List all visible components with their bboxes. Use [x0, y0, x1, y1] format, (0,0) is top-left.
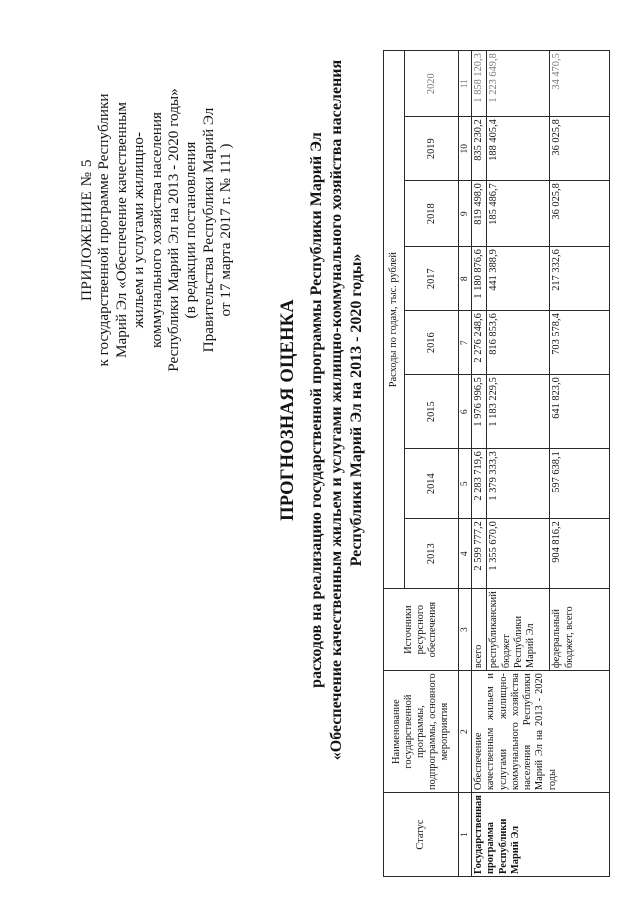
value-cell: 34 470,5	[550, 51, 610, 117]
column-number: 3	[459, 589, 472, 671]
value-cell: 2 283 719,6	[472, 449, 487, 519]
appendix-block	[78, 60, 235, 400]
heading-title: ПРОГНОЗНАЯ ОЦЕНКА	[278, 299, 298, 521]
value-cell: 1 355 670,0	[487, 519, 550, 589]
column-number: 6	[459, 375, 472, 449]
header-expenses-group: Расходы по годам, тыс. рублей	[384, 51, 405, 589]
header-year: 2018	[405, 181, 459, 247]
appendix-line: Правительства Республики Марий Эл	[199, 107, 217, 353]
value-cell: 2 599 777,2	[472, 519, 487, 589]
value-cell: 819 498,0	[472, 181, 487, 247]
column-number: 10	[459, 117, 472, 181]
document-heading	[277, 0, 367, 820]
value-cell: 835 230,2	[472, 117, 487, 181]
value-cell: 641 823,0	[550, 375, 610, 449]
appendix-line: от 17 марта 2017 г. № 111 )	[217, 143, 235, 317]
header-year: 2017	[405, 247, 459, 311]
source-cell: всего	[472, 589, 487, 671]
source-cell: республиканский бюджет Республики Марий Эл	[487, 589, 550, 671]
value-cell: 1 379 333,3	[487, 449, 550, 519]
appendix-line: коммунального хозяйства населения	[147, 112, 165, 348]
value-cell: 1 183 229,5	[487, 375, 550, 449]
heading-subtitle: расходов на реализацию государственной программы Республики Марий Эл	[308, 132, 325, 688]
value-cell: 816 853,6	[487, 311, 550, 375]
status-cell: Государственная программа Республики Марий Эл	[472, 793, 610, 877]
heading-program-name: «Обеспечение качественным жильем и услугами жилищно-коммунального хозяйства населения	[328, 59, 345, 761]
table-row	[472, 51, 487, 877]
value-cell: 597 638,1	[550, 449, 610, 519]
value-cell: 904 816,2	[550, 519, 610, 589]
appendix-line: Марий Эл «Обеспечение качественным	[112, 102, 130, 359]
header-year: 2015	[405, 375, 459, 449]
program-name-cell: Обеспечение качественным жильем и услугами жилищно-коммунального хозяйства населения Республики Марий Эл на 2013 - 2020 годы	[472, 671, 610, 793]
column-number: 8	[459, 247, 472, 311]
value-cell: 188 405,4	[487, 117, 550, 181]
value-cell: 1 858 120,3	[472, 51, 487, 117]
value-cell: 185 486,7	[487, 181, 550, 247]
column-number: 1	[459, 793, 472, 877]
value-cell: 217 332,6	[550, 247, 610, 311]
header-year: 2016	[405, 311, 459, 375]
column-number: 11	[459, 51, 472, 117]
appendix-line: (в редакции постановления	[182, 141, 200, 319]
value-cell: 1 180 876,6	[472, 247, 487, 311]
heading-program-period: Республики Марий Эл на 2013 - 2020 годы»	[348, 253, 365, 567]
source-cell: федеральный бюджет, всего	[550, 589, 610, 671]
column-number: 4	[459, 519, 472, 589]
value-cell: 703 578,4	[550, 311, 610, 375]
column-number: 9	[459, 181, 472, 247]
value-cell: 1 976 996,5	[472, 375, 487, 449]
header-name: Наименование государственной программы, подпрограммы, основного мероприятия	[384, 671, 459, 793]
header-year: 2020	[405, 51, 459, 117]
header-source: Источники ресурсного обеспечения	[384, 589, 459, 671]
column-number: 7	[459, 311, 472, 375]
value-cell: 441 388,9	[487, 247, 550, 311]
value-cell: 36 025,8	[550, 181, 610, 247]
value-cell: 36 025,8	[550, 117, 610, 181]
appendix-line: жильем и услугами жилищно-	[130, 132, 148, 329]
appendix-title: ПРИЛОЖЕНИЕ № 5	[78, 158, 95, 302]
appendix-line: к государственной программе Республики	[95, 93, 113, 367]
column-number: 2	[459, 671, 472, 793]
header-year: 2019	[405, 117, 459, 181]
header-year: 2014	[405, 449, 459, 519]
header-status: Статус	[384, 793, 459, 877]
value-cell: 1 223 649,8	[487, 51, 550, 117]
header-year: 2013	[405, 519, 459, 589]
appendix-line: Республики Марий Эл на 2013 - 2020 годы»	[165, 88, 183, 372]
column-number: 5	[459, 449, 472, 519]
expenses-table	[383, 50, 610, 877]
value-cell: 2 276 248,6	[472, 311, 487, 375]
